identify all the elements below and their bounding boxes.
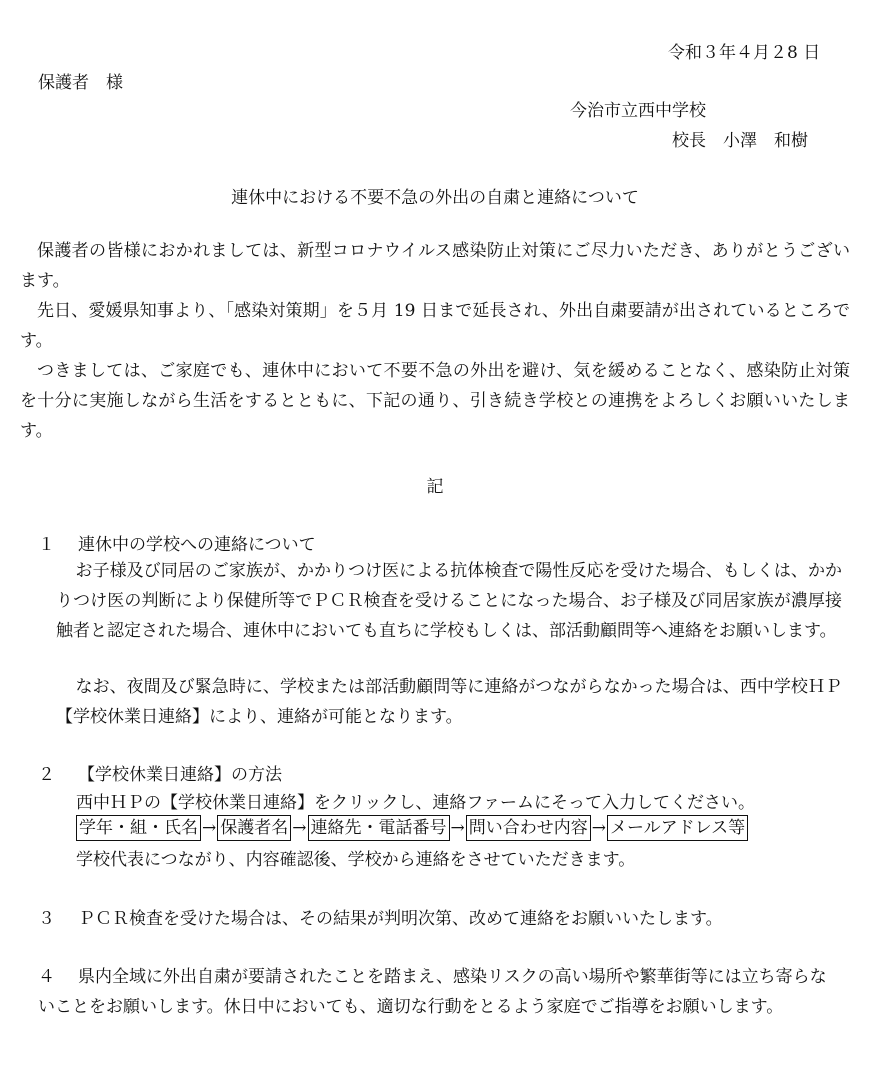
flow-step-2: 保護者名 (217, 815, 291, 841)
flow-arrow: → (450, 818, 465, 838)
flow-step-5: メールアドレス等 (607, 815, 748, 841)
section-2-line-3: 学校代表につながり、内容確認後、学校から連絡をさせていただきます。 (76, 850, 636, 870)
section-1-heading (38, 530, 316, 555)
section-3-heading (38, 904, 723, 929)
section-1-body-2: なお、夜間及び緊急時に、学校または部活動顧問等に連絡がつながらなかった場合は、西中学校ＨＰ【学校休業日連絡】により、連絡が可能となります。 (56, 677, 842, 727)
section-4-text: 県内全域に外出自粛が要請されたことを踏まえ、感染リスクの高い場所や繁華街等には立ち寄らないことをお願いします。休日中においても、適切な行動をとるよう家庭でご指導をお願いします。 (38, 967, 827, 1017)
section-4-number: ４ (38, 967, 55, 987)
addressee: 保護者 様 (38, 73, 123, 93)
flow-step-4: 問い合わせ内容 (466, 815, 591, 841)
section-2-heading (38, 760, 282, 785)
flow-step-1: 学年・組・氏名 (76, 815, 201, 841)
document-date: 令和３年４月２8 日 (668, 43, 821, 63)
section-2-title: 【学校休業日連絡】の方法 (78, 765, 282, 785)
section-1-title: 連休中の学校への連絡について (78, 535, 316, 555)
flow-arrow: → (292, 818, 307, 838)
section-1-number: １ (38, 535, 55, 555)
section-2-line-1: 西中ＨＰの【学校休業日連絡】をクリックし、連絡ファームにそって入力してください。 (76, 793, 755, 813)
intro-paragraph-2: 先日、愛媛県知事より、「感染対策期」を５月 19 日まで延長され、外出自粛要請が出されているところです。 (20, 301, 850, 351)
section-4-block (38, 962, 842, 1022)
section-3-text: ＰＣＲ検査を受けた場合は、その結果が判明次第、改めて連絡をお願いいたします。 (78, 909, 723, 929)
principal-name: 校長 小澤 和樹 (672, 131, 808, 151)
flow-step-3: 連絡先・電話番号 (308, 815, 450, 841)
school-name: 今治市立西中学校 (570, 101, 706, 121)
flow-arrow: → (202, 818, 217, 838)
section-2-number: ２ (38, 765, 55, 785)
intro-paragraph-3: つきましては、ご家庭でも、連休中において不要不急の外出を避け、気を緩めることなく、感染防止対策を十分に実施しながら生活をするとともに、下記の通り、引き続き学校との連携をよろしくお願いいたします。 (20, 361, 850, 441)
section-3-number: ３ (38, 909, 55, 929)
document-title: 連休中における不要不急の外出の自粛と連絡について (231, 188, 639, 208)
section-1-body-1: お子様及び同居のご家族が、かかりつけ医による抗体検査で陽性反応を受けた場合、もしくは、かかりつけ医の判断により保健所等でＰＣＲ検査を受けることになった場合、お子様及び同居家族が濃厚接触者と認定された場合、連休中においても直ちに学校もしくは、部活動顧問等へ連絡をお願いします。 (56, 561, 842, 641)
contact-form-flow (76, 815, 748, 841)
flow-arrow: → (591, 818, 606, 838)
ki-heading: 記 (426, 477, 444, 497)
intro-paragraph-1: 保護者の皆様におかれましては、新型コロナウイルス感染防止対策にご尽力いただき、ありがとうございます。 (20, 241, 850, 291)
